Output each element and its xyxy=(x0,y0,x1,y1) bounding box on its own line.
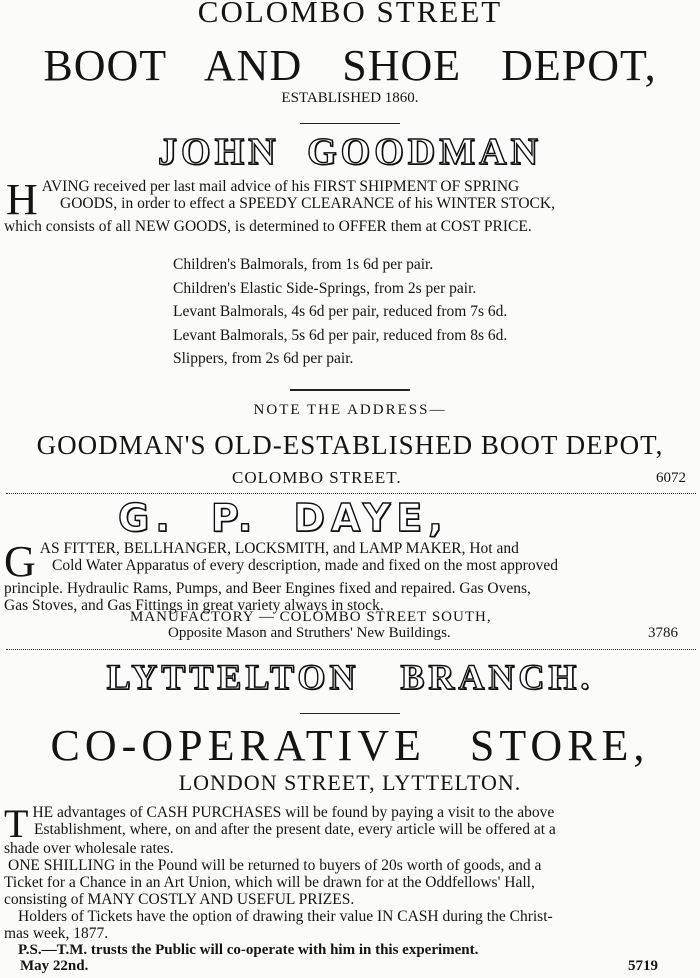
ad1-heading: COLOMBO STREET xyxy=(197,0,503,29)
list-item: Levant Balmorals, 5s 6d per pair, reduced from 8s 6d. xyxy=(173,326,508,344)
ad1-proprietor: JOHN GOODMAN xyxy=(158,131,542,173)
ad1-title: BOOT AND SHOE DEPOT, xyxy=(43,41,657,90)
ad3-date: May 22nd. xyxy=(20,958,89,974)
ad1-established: ESTABLISHED 1860. xyxy=(281,90,419,106)
body-line: consisting of MANY COSTLY AND USEFUL PRIZES. xyxy=(4,891,355,908)
ad3-body xyxy=(0,801,700,942)
ad2-ref-number: 3786 xyxy=(648,625,678,641)
list-item: Slippers, from 2s 6d per pair. xyxy=(173,350,354,367)
drop-cap: G xyxy=(4,537,36,586)
ad1-intro xyxy=(0,175,700,235)
list-item: Levant Balmorals, 4s 6d per pair, reduced from 7s 6d. xyxy=(173,303,508,320)
body-line: ONE SHILLING in the Pound will be returned to buyers of 20s worth of goods, and a xyxy=(8,857,542,874)
divider xyxy=(6,649,696,650)
body-line: Holders of Tickets have the option of drawing their value IN CASH during the Christ- xyxy=(18,908,553,925)
ad1-address: GOODMAN'S OLD-ESTABLISHED BOOT DEPOT, xyxy=(36,430,664,460)
body-line: principle. Hydraulic Rams, Pumps, and Beer Engines fixed and repaired. Gas Ovens, xyxy=(4,580,531,597)
body-line: AS FITTER, BELLHANGER, LOCKSMITH, and LAMP MAKER, Hot and xyxy=(39,540,519,557)
divider xyxy=(300,123,400,124)
intro-line: GOODS, in order to effect a SPEEDY CLEARANCE of his WINTER STOCK, xyxy=(60,195,555,212)
ad2-opposite: Opposite Mason and Struthers' New Buildings. xyxy=(168,625,451,641)
ad3-street: LONDON STREET, LYTTELTON. xyxy=(178,770,522,795)
body-line: Ticket for a Chance in an Art Union, which will be drawn for at the Oddfellows' Hall, xyxy=(4,874,535,891)
ad1-note: NOTE THE ADDRESS— xyxy=(253,402,447,418)
ad1-street: COLOMBO STREET. xyxy=(232,468,402,487)
ad2-body xyxy=(0,537,700,614)
ad3-ref-number: 5719 xyxy=(628,958,658,974)
price-list xyxy=(173,253,507,371)
ad3-store: CO-OPERATIVE STORE, xyxy=(50,721,650,770)
ad3-branch: LYTTELTON BRANCH. xyxy=(106,657,594,697)
body-line: shade over wholesale rates. xyxy=(4,840,174,857)
divider xyxy=(6,493,696,494)
body-line: Gas Stoves, and Gas Fittings in great variety always in stock. xyxy=(4,597,384,614)
ad1-ref-number: 6072 xyxy=(656,470,686,486)
body-line: mas week, 1877. xyxy=(4,925,109,942)
body-line: HE advantages of CASH PURCHASES will be found by paying a visit to the above xyxy=(32,804,555,821)
body-line: Cold Water Apparatus of every description, made and fixed on the most approved xyxy=(52,557,558,574)
ad2-name: G. P. DAYE, xyxy=(118,496,449,540)
ad3-postscript: P.S.—T.M. trusts the Public will co-operate with him in this experiment. xyxy=(18,942,479,958)
drop-cap: T xyxy=(4,801,29,846)
drop-cap: H xyxy=(6,175,38,224)
intro-line: which consists of all NEW GOODS, is determined to OFFER them at COST PRICE. xyxy=(4,218,532,235)
list-item: Children's Balmorals, from 1s 6d per pair. xyxy=(173,256,434,273)
body-line: Establishment, where, on and after the present date, every article will be offered at a xyxy=(34,821,556,838)
list-item: Children's Elastic Side-Springs, from 2s per pair. xyxy=(173,279,477,297)
divider xyxy=(300,713,400,714)
intro-line: AVING received per last mail advice of his FIRST SHIPMENT OF SPRING xyxy=(41,178,520,195)
divider xyxy=(290,389,410,391)
ad2-manufactory: MANUFACTORY — COLOMBO STREET SOUTH, xyxy=(130,609,492,625)
